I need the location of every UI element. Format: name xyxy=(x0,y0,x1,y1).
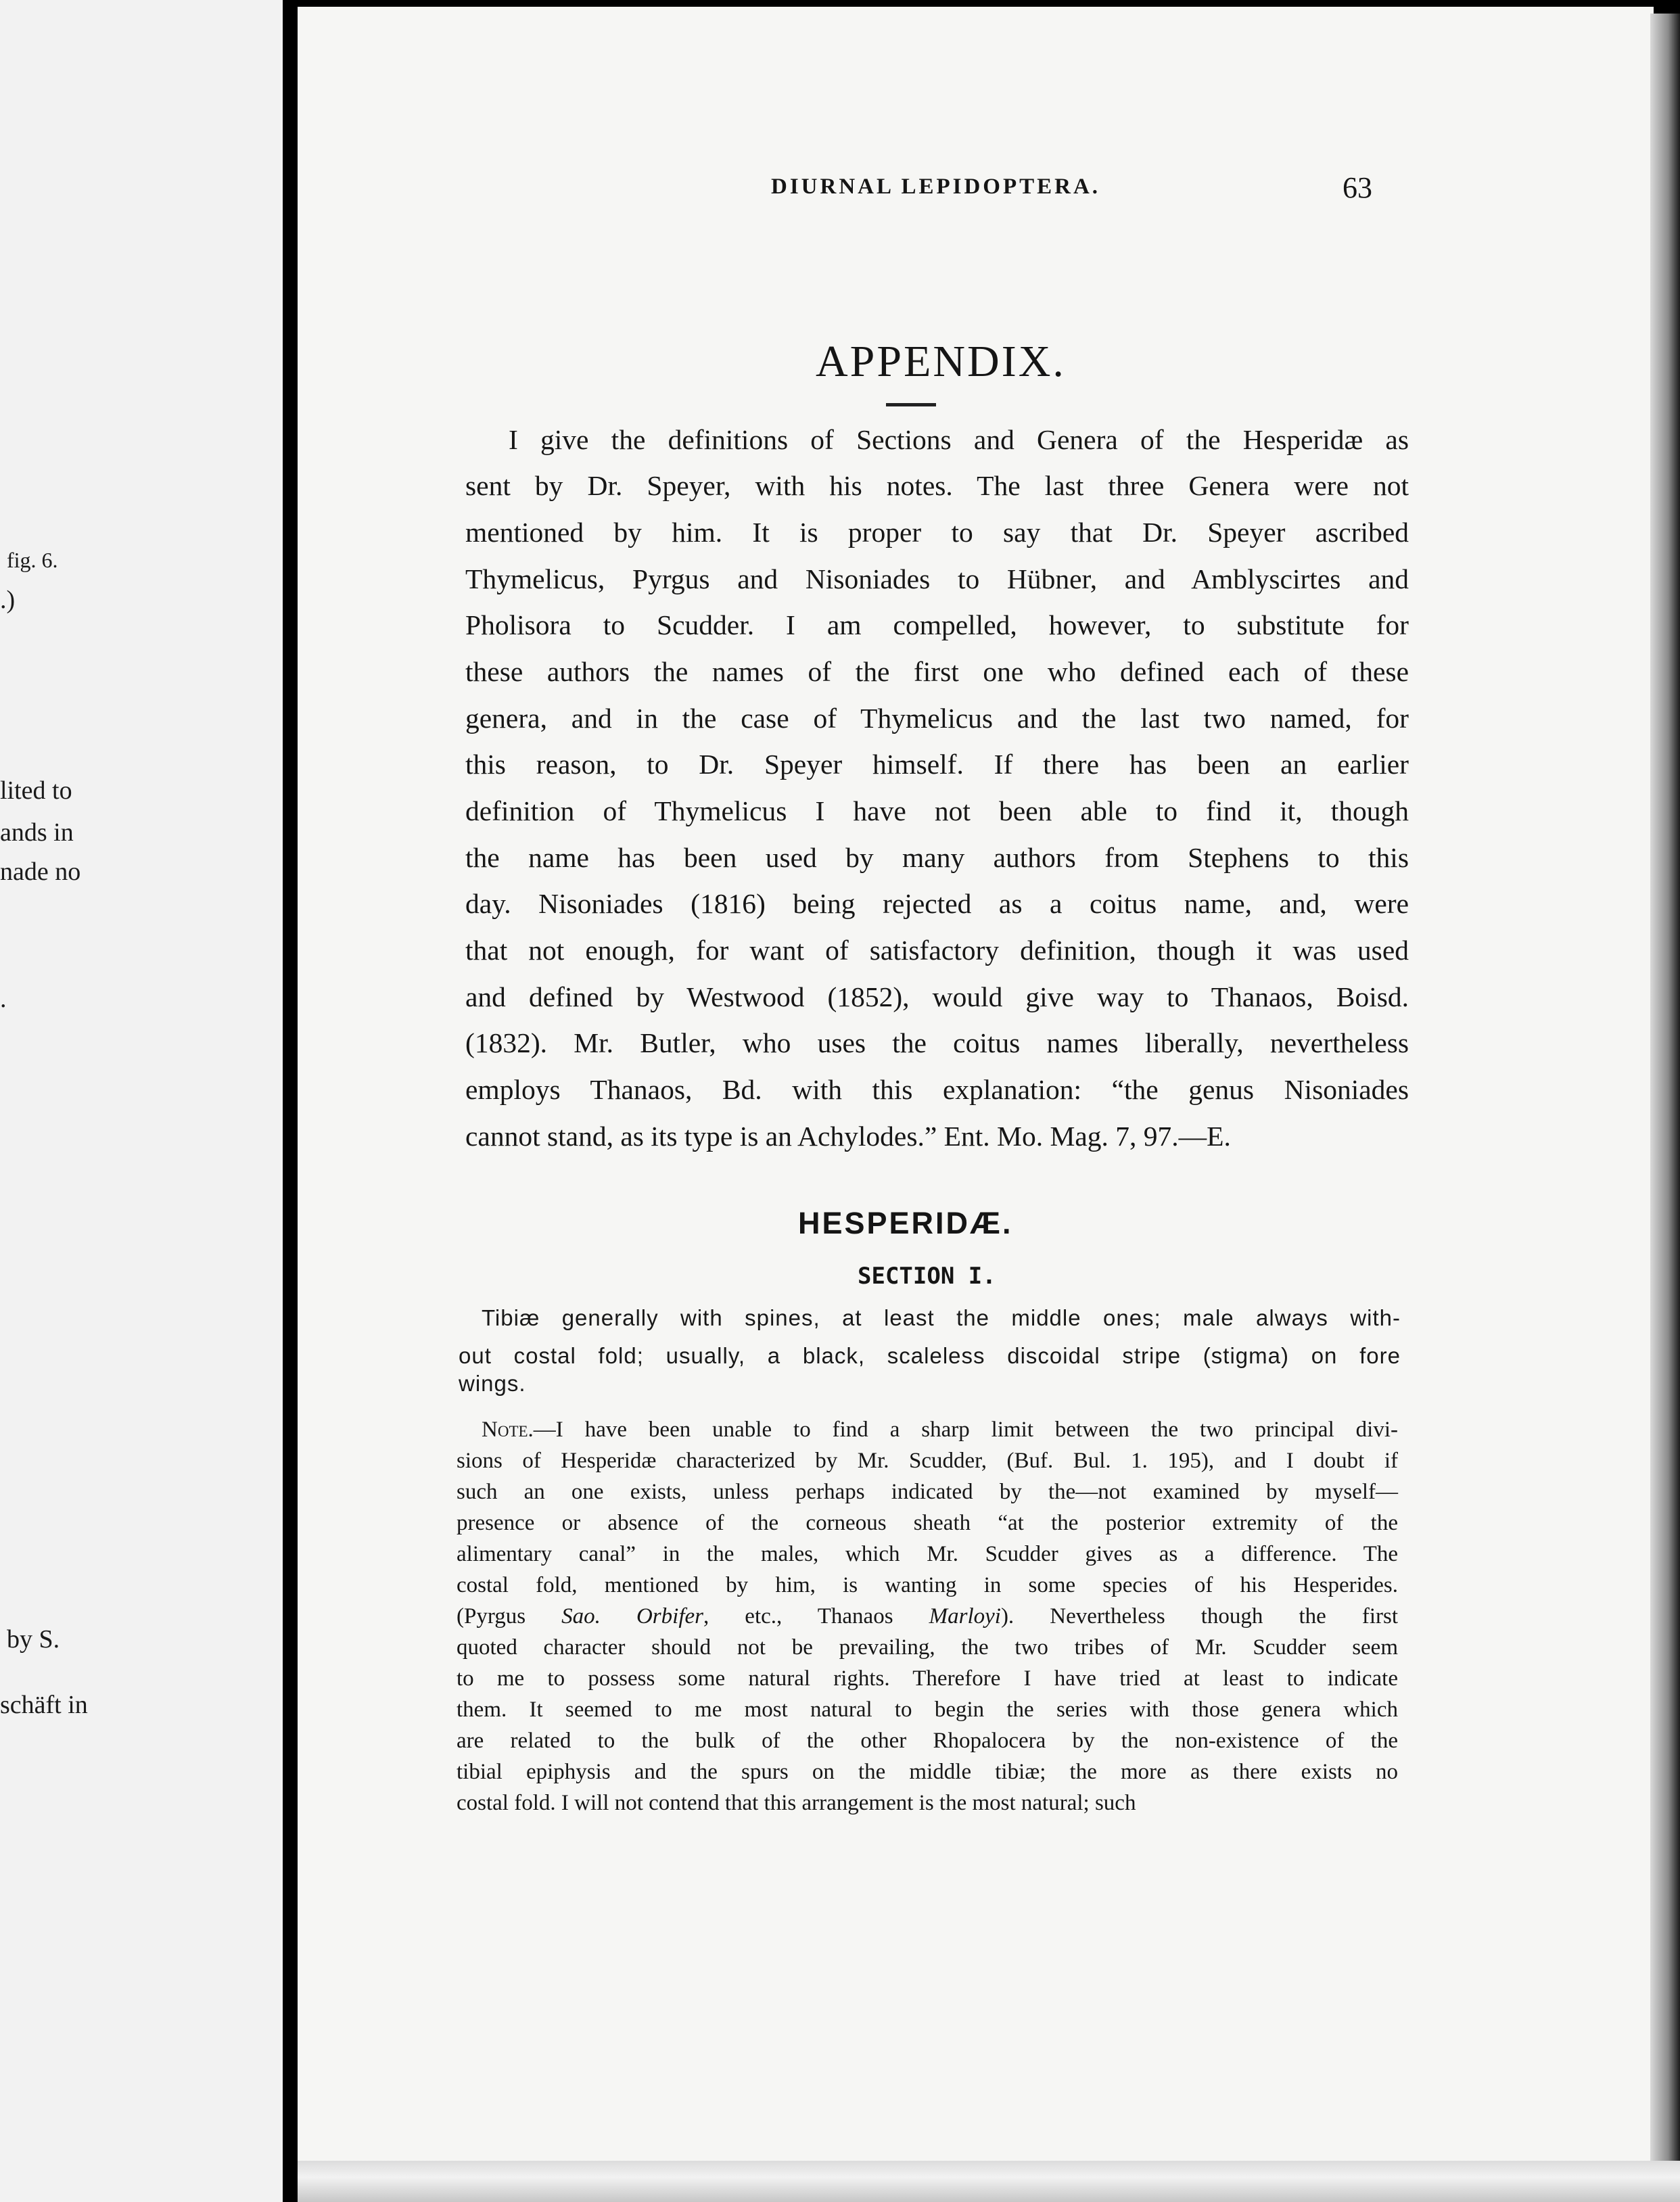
left-fragment: schäft in xyxy=(0,1691,88,1719)
appendix-line: definition of Thymelicus I have not been able to find it, though xyxy=(465,795,1409,826)
appendix-line: the name has been used by many authors from Stephens to this xyxy=(465,842,1409,873)
species-name: Marloyi xyxy=(929,1604,1001,1629)
left-fragment: lited to xyxy=(0,776,72,805)
appendix-heading: APPENDIX. xyxy=(816,337,1066,386)
note-text: (Pyrgus xyxy=(457,1604,562,1629)
left-fragment: ands in xyxy=(0,818,74,847)
note-line: them. It seemed to me most natural to begin the series with those genera which xyxy=(457,1697,1398,1722)
appendix-line: I give the definitions of Sections and Genera of the Hesperidæ as xyxy=(509,424,1409,455)
left-fragment: by S. xyxy=(7,1625,60,1654)
page-number: 63 xyxy=(1343,171,1372,204)
note-line: such an one exists, unless perhaps indicated by the—not examined by myself— xyxy=(457,1480,1398,1504)
appendix-line: mentioned by him. It is proper to say that Dr. Speyer ascribed xyxy=(465,517,1409,548)
note-line: sions of Hesperidæ characterized by Mr. Scudder, (Buf. Bul. 1. 195), and I doubt if xyxy=(457,1449,1398,1473)
appendix-line: Pholisora to Scudder. I am compelled, however, to substitute for xyxy=(465,609,1409,640)
left-facing-page xyxy=(0,0,283,2202)
note-line: alimentary canal” in the males, which Mr. Scudder gives as a difference. The xyxy=(457,1542,1398,1566)
running-title: DIURNAL LEPIDOPTERA. xyxy=(771,174,1101,199)
appendix-line: genera, and in the case of Thymelicus and the last two named, for xyxy=(465,703,1409,734)
section-definition-line: Tibiæ generally with spines, at least the middle ones; male always with- xyxy=(482,1305,1401,1330)
page-edge-shadow xyxy=(1650,14,1680,2164)
section-heading: SECTION I. xyxy=(858,1263,996,1290)
note-line: costal fold. I will not contend that this arrangement is the most natural; such xyxy=(457,1791,1136,1815)
appendix-line: sent by Dr. Speyer, with his notes. The last three Genera were not xyxy=(465,470,1409,501)
appendix-line: and defined by Westwood (1852), would give way to Thanaos, Boisd. xyxy=(465,981,1409,1012)
species-name: Sao. Orbifer xyxy=(561,1604,703,1629)
section-definition-line: out costal fold; usually, a black, scaleless discoidal stripe (stigma) on fore xyxy=(459,1343,1401,1368)
left-fragment: nade no xyxy=(0,858,81,886)
appendix-line: (1832). Mr. Butler, who uses the coitus names liberally, nevertheless xyxy=(465,1027,1409,1058)
note-label: Note. xyxy=(482,1418,534,1442)
appendix-line: day. Nisoniades (1816) being rejected as a coitus name, and, were xyxy=(465,888,1409,919)
note-line-text: —I have been unable to find a sharp limit between the two principal divi- xyxy=(533,1418,1398,1442)
hesperidae-heading: HESPERIDÆ. xyxy=(798,1206,1013,1240)
note-line: presence or absence of the corneous sheath “at the posterior extremity of the xyxy=(457,1511,1398,1535)
appendix-line: Thymelicus, Pyrgus and Nisoniades to Hübner, and Amblyscirtes and xyxy=(465,563,1409,594)
note-text: , etc., Thanaos xyxy=(703,1604,929,1629)
left-fragment: fig. 6. xyxy=(7,548,58,572)
appendix-line: employs Thanaos, Bd. with this explanation: “the genus Nisoniades xyxy=(465,1074,1409,1105)
appendix-line: these authors the names of the first one who defined each of these xyxy=(465,656,1409,687)
note-line xyxy=(482,1419,1398,1441)
note-text: ). Nevertheless though the first xyxy=(1000,1604,1399,1629)
page-bottom-edge xyxy=(298,2161,1680,2202)
appendix-line: this reason, to Dr. Speyer himself. If there has been an earlier xyxy=(465,749,1409,780)
left-fragment: .) xyxy=(0,586,16,614)
appendix-line: that not enough, for want of satisfactory definition, though it was used xyxy=(465,935,1409,966)
note-line: costal fold, mentioned by him, is wanting in some species of his Hesperides. xyxy=(457,1573,1398,1597)
note-line: are related to the bulk of the other Rhopalocera by the non-existence of the xyxy=(457,1729,1398,1753)
note-line: tibial epiphysis and the spurs on the middle tibiæ; the more as there exists no xyxy=(457,1760,1398,1784)
note-line: quoted character should not be prevailing, the two tribes of Mr. Scudder seem xyxy=(457,1635,1398,1660)
note-line xyxy=(457,1606,1398,1628)
heading-rule xyxy=(886,403,936,406)
section-definition-line: wings. xyxy=(459,1371,526,1396)
left-fragment: . xyxy=(0,985,7,1013)
note-line: to me to possess some natural rights. Therefore I have tried at least to indicate xyxy=(457,1666,1398,1691)
appendix-line: cannot stand, as its type is an Achylodes.” Ent. Mo. Mag. 7, 97.—E. xyxy=(465,1121,1231,1152)
